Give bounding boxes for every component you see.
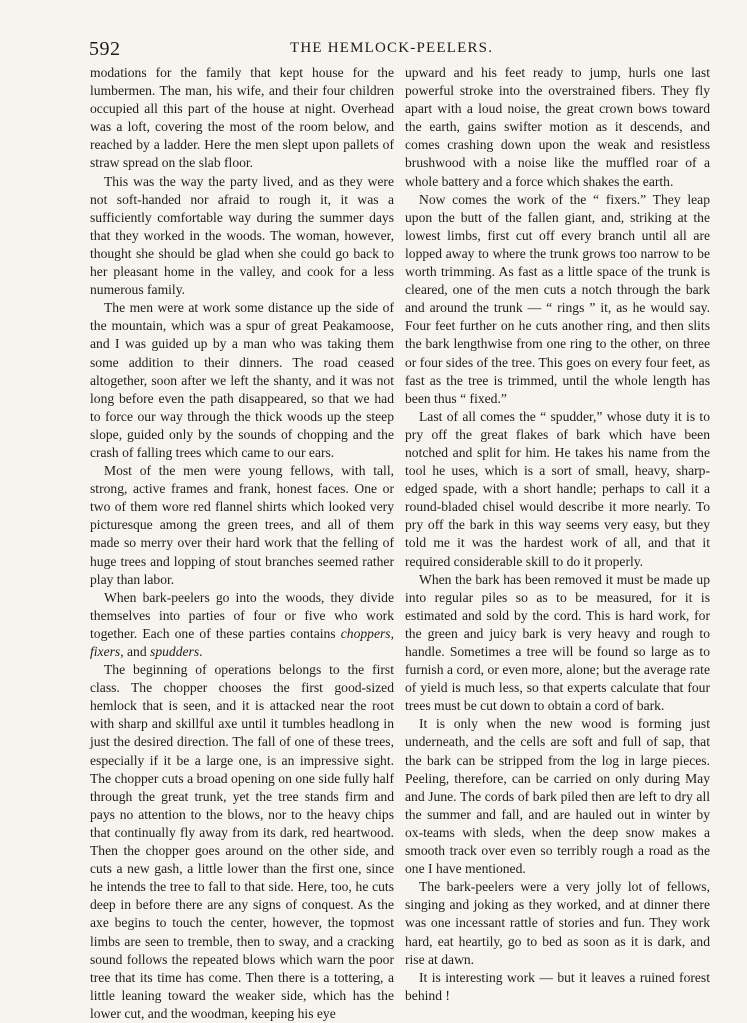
term-spudders: spudders xyxy=(150,644,200,659)
punctuation: , xyxy=(390,625,394,641)
term-fixers: fixers xyxy=(90,644,121,659)
paragraph-text: When bark-peelers go into the woods, they divide themselves into parties of four or five who work together. Each one of these parties contains xyxy=(90,589,394,641)
closing-paragraph: It is interesting work — but it leaves a ruined forest behind ! xyxy=(405,969,710,1003)
term-choppers: choppers xyxy=(340,625,391,641)
left-column xyxy=(90,64,394,1023)
page-number: 592 xyxy=(89,38,121,60)
paragraph: This was the way the party lived, and as they were not soft-handed nor afraid to rough it, it was a sufficiently comfortable way during the summer days that they worked in the woods. The woman, however, thought she should be glad when she could go back to her pleasant home in the valley, and cook for a less numerous family. xyxy=(90,173,394,298)
paragraph: The bark-peelers were a very jolly lot of fellows, singing and joking as they worked, and at dinner there was one incessant rattle of stories and fun. They work hard, eat heartily, go to bed as soon as it is dark, and rise at dawn. xyxy=(405,879,710,967)
paragraph: It is only when the new wood is forming just underneath, and the cells are soft and full of sap, that the bark can be stripped from the log in large pieces. Peeling, therefore, can be carried on only during May and June. The cords of bark piled then are left to dry all the summer and fall, and are hauled out in winter by ox-teams with sleds, when the deep snow makes a smooth track over even so terribly rough a road as the one I have mentioned. xyxy=(405,716,710,877)
paragraph: Last of all comes the “ spudder,” whose duty it is to pry off the great flakes of bark which have been notched and split for him. He takes his name from the tool he uses, which is a sort of small, heavy, sharp-edged spade, with a short handle; perhaps to call it a round-bladed chisel would describe it more nearly. To pry off the bark in this way seems very easy, but they told me it was the hardest work of all, and that it required considerable skill to do it properly. xyxy=(405,408,710,569)
running-title: THE HEMLOCK-PEELERS. xyxy=(290,40,494,56)
paragraph: Most of the men were young fellows, with tall, strong, active frames and frank, honest faces. One or two of them wore red flannel shirts which looked very picturesque among the green trees, and all of them made so merry over their hard work that the felling of huge trees and lopping of stout branches seemed rather play than labor. xyxy=(90,463,394,587)
punctuation: . xyxy=(199,644,203,659)
paragraph: The men were at work some distance up the side of the mountain, which was a spur of great Peakamoose, and I was guided up by a man who was taking them some addition to their dinners. The road ceased altogether, soon after we left the shanty, and it was not long before even the path disappeared, so that we had to force our way through the thick woods up the steep slope, guided only by the sounds of chopping and the crash of falling trees which came to our ears. xyxy=(90,300,394,460)
paragraph: upward and his feet ready to jump, hurls one last powerful stroke into the overstrained fibers. They fly apart with a loud noise, the great crown bows toward the earth, gains swifter motion as it descends, and comes crashing down upon the weak and resistless brushwood with a noise like the muffled roar of a whole battery and a force which shakes the earth. xyxy=(405,65,710,189)
paragraph: Now comes the work of the “ fixers.” They leap upon the butt of the fallen giant, and, striking at the lowest limbs, first cut off every branch until all are lopped away to where the trunk grows too narrow to be worth trimming. As fast as a little space of the trunk is cleared, one of the men cuts a notch through the bark and around the trunk — “ rings ” it, as he would say. Four feet further on he cuts another ring, and then slits the bark lengthwise from one ring to the other, on three or four sides of the tree. This goes on every four feet, as fast as the tree is trimmed, until the whole length has been thus “ fixed.” xyxy=(405,191,710,406)
paragraph-worker-classes xyxy=(90,589,394,661)
right-column xyxy=(405,64,710,1005)
paragraph: The beginning of operations belongs to the first class. The chopper chooses the first good-sized hemlock that is seen, and it is attacked near the root with sharp and skillful axe until it tumbles headlong in just the desired direction. The fall of one of these trees, especially if it be a large one, is an impressive sight. The chopper cuts a broad opening on one side fully half through the great trunk, yet the tree stands firm and pays no attention to the blows, nor to the heavy chips that continually fly away from its dark, red heartwood. Then the chopper goes around on the other side, and cuts a new gash, a little lower than the first one, since he intends the tree to fall to that side. Here, too, he cuts deep in before there are any signs of conquest. As the axe begins to touch the center, however, the topmost limbs are seen to tremble, then to sway, and a cracking sound follows the repeated blows which warn the poor tree that its time has come. Then there is a tottering, a little leaning toward the weaker side, which has the lower cut, and the woodman, keeping his eye xyxy=(90,662,394,1021)
punctuation: , and xyxy=(120,644,147,659)
paragraph: modations for the family that kept house for the lumbermen. The man, his wife, and their four children occupied all this part of the house at night. Overhead was a loft, covering the most of the room below, and reached by a ladder. Here the men slept upon pallets of straw spread on the slab floor. xyxy=(90,65,394,171)
paragraph: When the bark has been removed it must be made up into regular piles so as to be measured, for it is estimated and sold by the cord. This is hard work, for the green and juicy bark is very heavy and rough to handle. Sometimes a tree will be found so large as to furnish a cord, or even more, alone; but the average rate of yield is much less, so that experts calculate that four trees must be cut down to obtain a cord of bark. xyxy=(405,571,710,714)
